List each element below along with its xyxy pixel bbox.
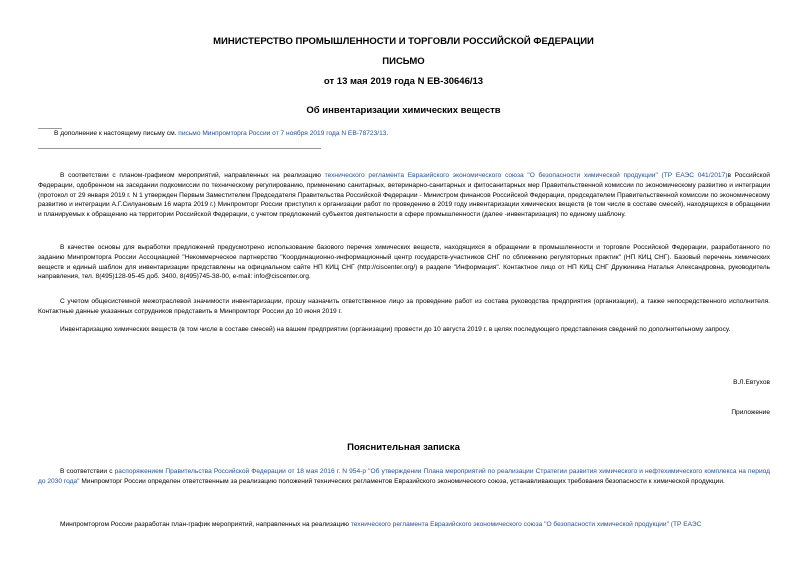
expl1-suffix: Минпромторг России определен ответственным за реализацию положений технических регламентов Евразийского экономического союза, устанавливающих требования безопасности к химической продукции. <box>79 477 725 485</box>
appendix-label: Приложение <box>731 409 770 416</box>
expl2-link[interactable]: технического регламента Евразийского экономического союза "О безопасности химической продукции" (ТР ЕАЭС <box>350 521 702 528</box>
para2-text: В качестве основы для выработки предложений предусмотрено использование базового перечня химических веществ, находящихся в обращении в промышленности и торговле Российской Федерации, разработанного по заданию Минпромторга России Ассоциацией "Некоммерческое партнерство "Координационно-информационный центр государств-участников СНГ по сближению регуляторных практик" (НП КИЦ СНГ). Базовый перечень химических веществ и единый шаблон для инвентаризации представлены на официальном сайте НП КИЦ СНГ (http://ciscenter.org/) в разделе "Информация". Контактное лицо от НП КИЦ СНГ Дружинина Наталья Александровна, руководитель направления, тел. 8(495)128-95-45 доб. 3400, 8(495)745-38-00, e-mail: info@ciscenter.org. <box>38 244 770 281</box>
para1-prefix: В соответствии с планом-графиком мероприятий, направленных на реализацию <box>60 172 325 179</box>
note-suffix: . <box>386 130 389 137</box>
para1-link[interactable]: технического регламента Евразийского экономического союза "О безопасности химической продукции" (ТР ЕАЭС 041/2017) <box>324 172 728 179</box>
para4-text: Инвентаризацию химических веществ (в том числе в составе смесей) на вашем предприятии (организации) провести до 10 августа 2019 г. в целях последующего представления сведений по дополнительному запросу. <box>60 326 731 333</box>
note-rule-bottom <box>38 148 321 149</box>
doc-type-heading: ПИСЬМО <box>382 56 425 67</box>
explanatory-paragraph-2 <box>38 520 770 530</box>
date-number-heading: от 13 мая 2019 года N ЕВ-30646/13 <box>323 76 484 87</box>
para1-suffix: в Российской Федерации, одобренном на заседании подкомиссии по техническому регулированию, применению санитарных, ветеринарно-санитарных и фитосанитарных мер Правительственной комиссии по экономическому развитию и интеграции (протокол от 29 января 2019 г. N 1 утвержден Первым Заместителем Председателя Правительства Российской Федерации - Министром финансов Российской Федерации, председателем Правительственной комиссии по экономическому развитию и интеграции А.Г.Силуановым 16 марта 2019 г.) Минпромторг России приступил к организации работ по проведению в 2019 году инвентаризации химических веществ (в том числе в составе смесей), находящихся в обращении и планируемых к обращению на территории Российской Федерации, с учетом предложений субъектов деятельности в сфере промышленности (далее -инвентаризация) по единому шаблону. <box>38 172 770 219</box>
ministry-heading: МИНИСТЕРСТВО ПРОМЫШЛЕННОСТИ И ТОРГОВЛИ РОССИЙСКОЙ ФЕДЕРАЦИИ <box>213 36 594 47</box>
expl1-prefix: В соответствии с <box>60 468 115 475</box>
expl2-prefix: Минпромторгом России разработан план-график мероприятий, направленных на реализацию <box>60 521 351 528</box>
editorial-note <box>54 129 388 139</box>
explanatory-note-title: Пояснительная записка <box>347 442 460 453</box>
subject-heading: Об инвентаризации химических веществ <box>306 105 501 116</box>
signature: В.Л.Евтухов <box>733 379 770 386</box>
note-prefix: В дополнение к настоящему письму см. <box>54 130 179 137</box>
note-link[interactable]: письмо Минпромторга России от 7 ноября 2019 года N ЕВ-78723/13 <box>178 130 387 137</box>
para3-text: С учетом общесистемной межотраслевой значимости инвентаризации, прошу назначить ответственное лицо за проведение работ из состава руководства предприятия (организации), а также непосредственного исполнителя. Контактные данные указанных сотрудников представить в Минпромторг России до 10 июня 2019 г. <box>38 298 770 315</box>
paragraph-2 <box>38 243 770 282</box>
explanatory-paragraph-1 <box>38 467 770 487</box>
paragraph-3 <box>38 297 770 317</box>
paragraph-4 <box>38 325 770 335</box>
paragraph-1 <box>38 171 770 220</box>
expl1-link[interactable]: распоряжением Правительства Российской Федерации от 18 мая 2016 г. N 954-р "Об утверждении Плана мероприятий по реализации Стратегии развития химического и нефтехимического комплекса на период до 2030 года" <box>38 468 771 485</box>
